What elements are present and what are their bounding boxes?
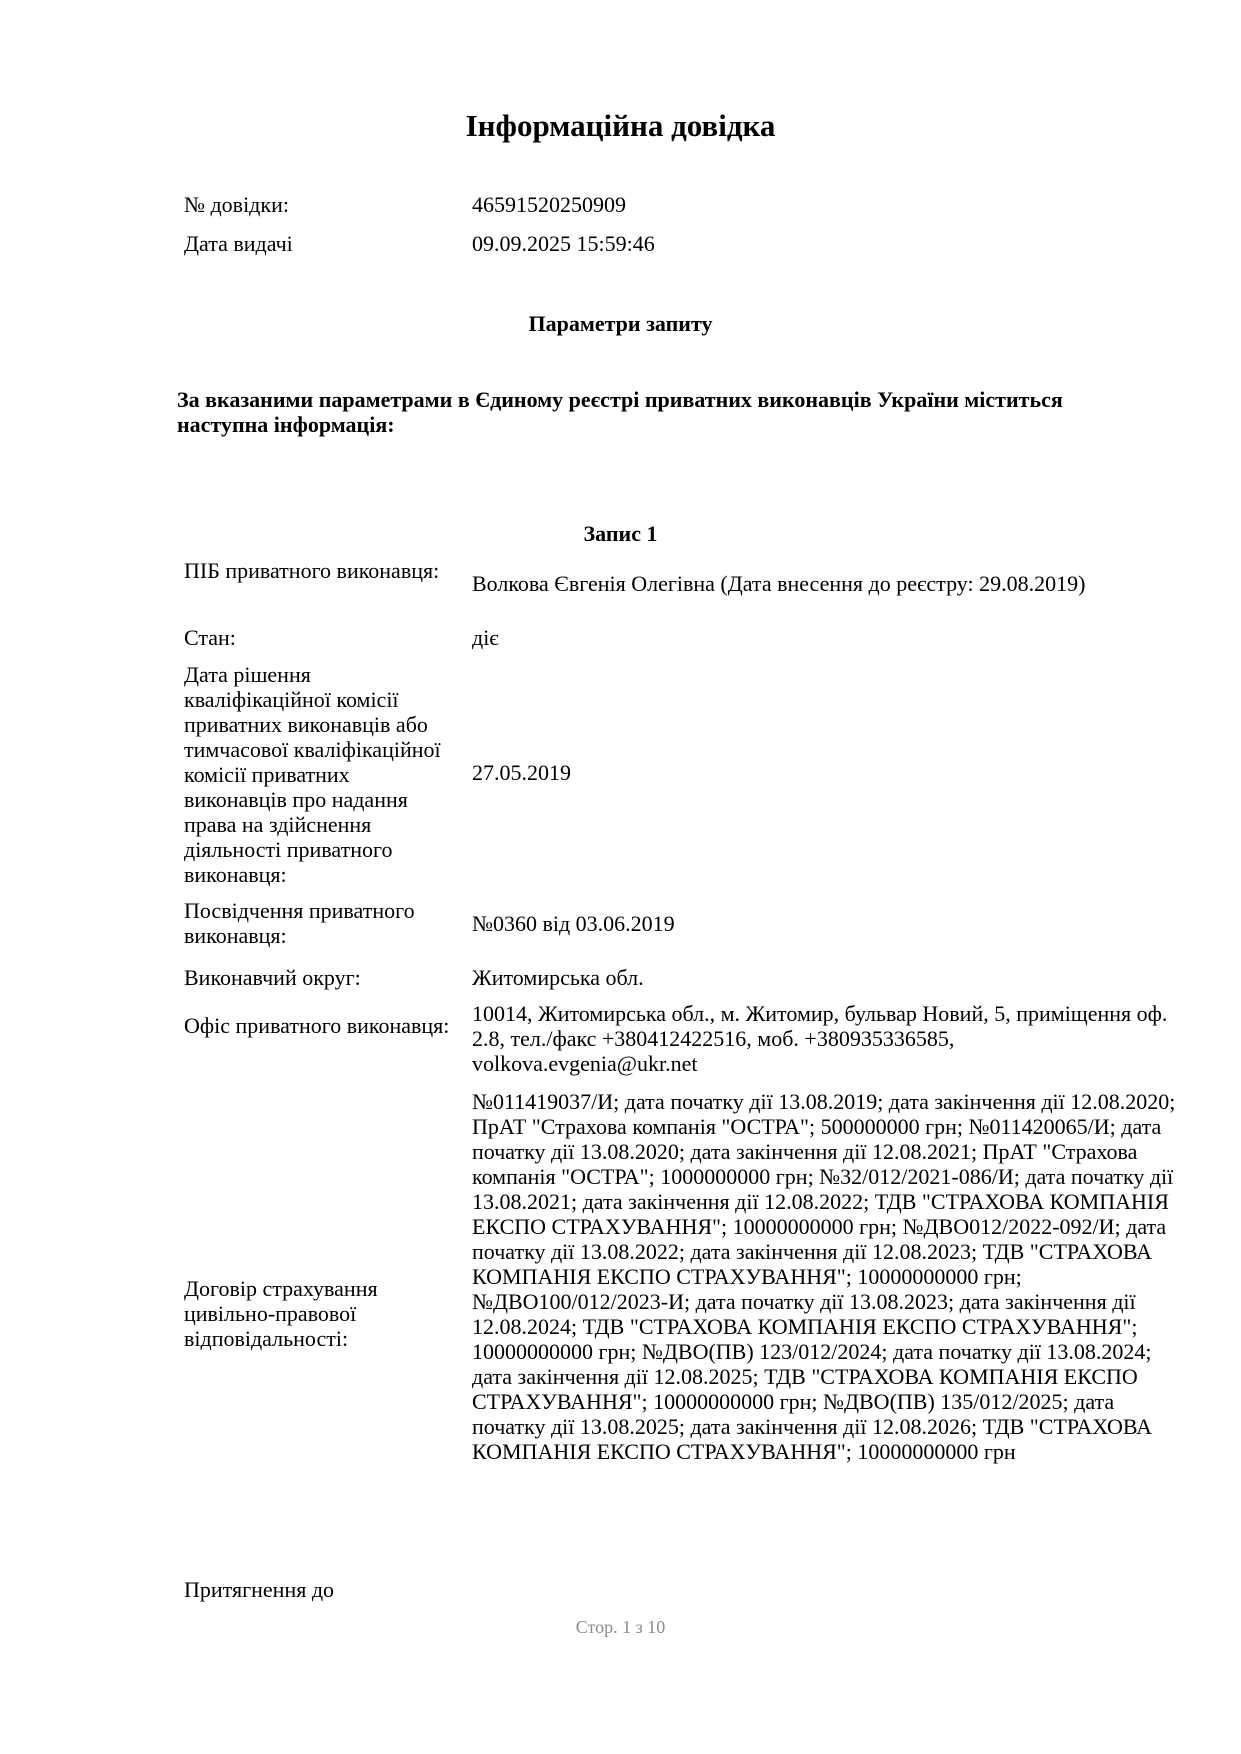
office-label: Офіс приватного виконавця: (184, 1013, 450, 1038)
certificate-number-value: 46591520250909 (472, 192, 626, 217)
pib-value: Волкова Євгенія Олегівна (Дата внесення до реєстру: 29.08.2019) (472, 571, 1086, 596)
office-value: 10014, Житомирська обл., м. Житомир, бульвар Новий, 5, приміщення оф. 2.8, тел./факс +380412422516, моб. +380935336585, volkova.evgenia@ukr.net (472, 1001, 1168, 1076)
registry-notice: За вказаними параметрами в Єдиному реєстрі приватних виконавців України міститься наступна інформація: (177, 387, 1063, 437)
pib-label: ПІБ приватного виконавця: (184, 558, 440, 583)
decision-date-value: 27.05.2019 (472, 760, 571, 785)
query-params-heading: Параметри запиту (528, 311, 713, 336)
liability-label: Притягнення до (184, 1577, 335, 1602)
certificate-number-label: № довідки: (184, 192, 289, 217)
district-label: Виконавчий округ: (184, 965, 361, 990)
status-label: Стан: (184, 625, 236, 650)
page-number: Стор. 1 з 10 (575, 1617, 666, 1637)
record-heading: Запис 1 (583, 521, 658, 546)
district-value: Житомирська обл. (472, 965, 644, 990)
decision-date-label: Дата рішення кваліфікаційної комісії приватних виконавців або тимчасової кваліфікаційної комісії приватних виконавців про надання права на здійснення діяльності приватного виконавця: (184, 662, 441, 887)
issue-date-label: Дата видачі (184, 231, 293, 256)
insurance-label: Договір страхування цивільно-правової відповідальності: (184, 1276, 378, 1351)
document-title: Інформаційна довідка (465, 108, 776, 143)
certificate-value: №0360 від 03.06.2019 (472, 911, 675, 936)
certificate-label: Посвідчення приватного виконавця: (184, 898, 415, 948)
status-value: діє (472, 625, 499, 650)
insurance-value: №011419037/И; дата початку дії 13.08.2019; дата закінчення дії 12.08.2020; ПрАТ "Страхова компанія "ОСТРА"; 500000000 грн; №011420065/И; дата початку дії 13.08.2020; дата закінчення дії 12.08.2021; ПрАТ "Страхова компанія "ОСТРА"; 1000000000 грн; №32/012/2021-086/И; дата початку дії 13.08.2021; дата закінчення дії 12.08.2022; ТДВ "СТРАХОВА КОМПАНІЯ ЕКСПО СТРАХУВАННЯ"; 10000000000 грн; №ДВО012/2022-092/И; дата початку дії 13.08.2022; дата закінчення дії 12.08.2023; ТДВ "СТРАХОВА КОМПАНІЯ ЕКСПО СТРАХУВАННЯ"; 10000000000 грн; №ДВО100/012/2023-И; дата початку дії 13.08.2023; дата закінчення дії 12.08.2024; ТДВ "СТРАХОВА КОМПАНІЯ ЕКСПО СТРАХУВАННЯ"; 10000000000 грн; №ДВО(ПВ) 123/012/2024; дата початку дії 13.08.2024; дата закінчення дії 12.08.2025; ТДВ "СТРАХОВА КОМПАНІЯ ЕКСПО СТРАХУВАННЯ"; 10000000000 грн; №ДВО(ПВ) 135/012/2025; дата початку дії 13.08.2025; дата закінчення дії 12.08.2026; ТДВ "СТРАХОВА КОМПАНІЯ ЕКСПО СТРАХУВАННЯ"; 10000000000 грн (472, 1089, 1176, 1464)
issue-date-value: 09.09.2025 15:59:46 (472, 231, 655, 256)
